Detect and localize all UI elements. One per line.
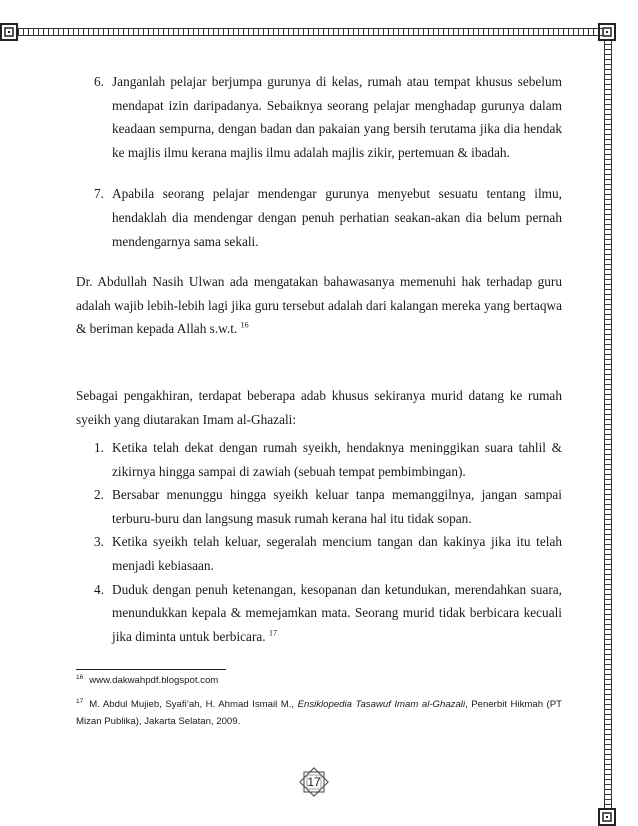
paragraph-text: Dr. Abdullah Nasih Ulwan ada mengatakan bahawasanya memenuhi hak terhadap guru adalah wajib lebih-lebih lagi jika guru tersebut adalah dari kalangan mereka yang bertaqwa & beriman kepada Allah s.w.t. (76, 274, 562, 337)
footnote-number: 17 (76, 697, 84, 705)
list-item (76, 436, 562, 483)
list-item-number: 2. (94, 487, 104, 503)
footnote-number: 16 (76, 673, 84, 681)
list-item (76, 182, 562, 253)
page-border-top (18, 28, 602, 36)
corner-ornament-bottom-right (598, 808, 616, 826)
list-item-number: 3. (94, 534, 104, 550)
page-number: 17 (307, 775, 321, 789)
list-continued (76, 70, 562, 253)
footnote (76, 672, 562, 689)
footnote-text: M. Abdul Mujieb, Syafi’ah, H. Ahmad Ismail M., (89, 699, 298, 710)
footnote-text: www.dakwahpdf.blogspot.com (89, 675, 219, 686)
list-item-text: Duduk dengan penuh ketenangan, kesopanan dan ketundukan, merendahkan suara, menundukkan kepala & memejamkan mata. Seorang murid tidak berbicara kecuali jika diminta untuk berbicara. (112, 581, 562, 644)
list-item-number: 6. (94, 74, 104, 89)
list-item (76, 530, 562, 577)
book-title: Ensiklopedia Tasawuf Imam al-Ghazali (297, 699, 466, 710)
list-item-number: 7. (94, 186, 104, 202)
body-paragraph (76, 384, 562, 431)
page-border-right (604, 40, 612, 810)
list-item-number: 4. (94, 581, 104, 597)
body-paragraph (76, 270, 562, 341)
corner-ornament-top-right (598, 23, 616, 41)
list-item (76, 578, 562, 649)
footnote-text: , Penerbit Hikmah (PT Mizan Publika), Jakarta Selatan, 2009. (76, 699, 562, 727)
list-item (76, 70, 562, 164)
footnote (76, 696, 562, 730)
footnote-reference: 16 (240, 320, 249, 330)
paragraph-text: Sebagai pengakhiran, terdapat beberapa adab khusus sekiranya murid datang ke rumah syeikh yang diutarakan Imam al-Ghazali: (76, 388, 562, 427)
adab-list (76, 436, 562, 648)
list-item-text: Janganlah pelajar berjumpa gurunya di kelas, rumah atau tempat khusus sebelum mendapat izin daripadanya. Sebaiknya seorang pelajar menghadap gurunya dalam keadaan sempurna, dengan badan dan pakaian yang bersih terutama jika dia hendak ke majlis ilmu kerana majlis ilmu adalah majlis zikir, pertemuan & ibadah. (112, 74, 562, 160)
list-item-text: Bersabar menunggu hingga syeikh keluar tanpa memanggilnya, jangan sampai terburu-buru dan langsung masuk rumah kerana hal itu tidak sopan. (112, 487, 562, 526)
list-item (76, 483, 562, 530)
list-item-number: 1. (94, 440, 104, 455)
list-item-text: Apabila seorang pelajar mendengar gurunya menyebut sesuatu tentang ilmu, hendaklah dia mendengar dengan penuh perhatian seakan-akan dia belum pernah mendengarnya sama sekali. (112, 186, 562, 249)
footnote-reference: 17 (268, 628, 277, 638)
page-number-ornament (296, 764, 332, 800)
corner-ornament-top-left (0, 23, 18, 41)
list-item-text: Ketika syeikh telah keluar, segeralah mencium tangan dan kakinya jika itu telah menjadi kebiasaan. (112, 534, 562, 573)
list-item-text: Ketika telah dekat dengan rumah syeikh, hendaknya meninggikan suara tahlil & zikirnya hingga sampai di zawiah (sebuah tempat pembimbingan). (112, 440, 562, 479)
footnote-divider (76, 669, 226, 670)
